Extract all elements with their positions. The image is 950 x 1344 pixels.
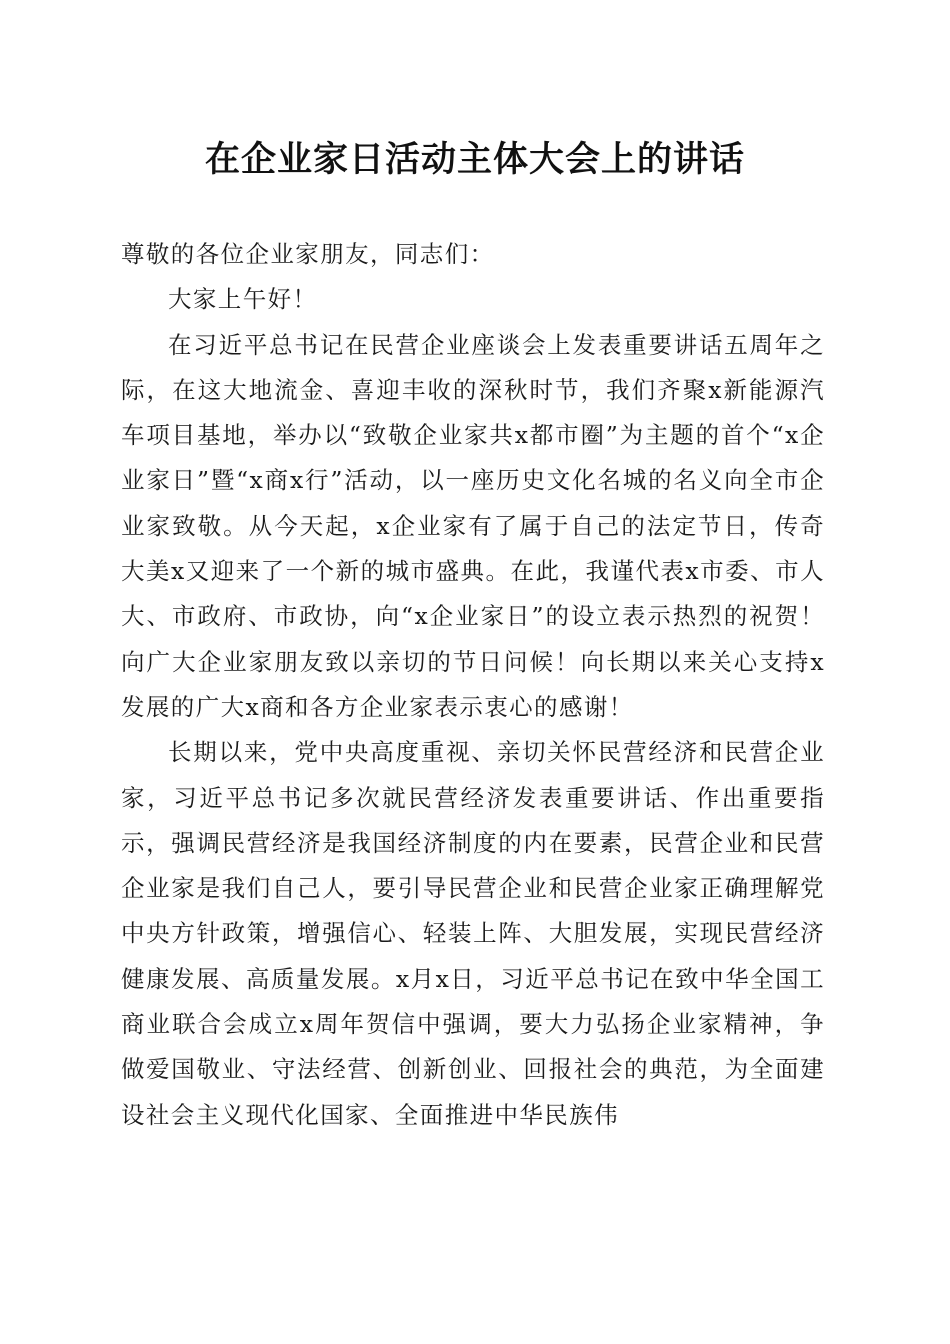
salutation: 尊敬的各位企业家朋友，同志们：	[121, 240, 495, 268]
paragraph-1: 在习近平总书记在民营企业座谈会上发表重要讲话五周年之际，在这大地流金、喜迎丰收的深秋时节，我们齐聚x新能源汽车项目基地，举办以“致敬企业家共x都市圈”为主题的首个“x企业家日”暨“x商x行”活动，以一座历史文化名城的名义向全市企业家致敬。从今天起，x企业家有了属于自己的法定节日，传奇大美x又迎来了一个新的城市盛典。在此，我谨代表x市委、市人大、市政府、市政协，向“x企业家日”的设立表示热烈的祝贺！向广大企业家朋友致以亲切的节日问候！向长期以来关心支持x发展的广大x商和各方企业家表示衷心的感谢！	[121, 330, 825, 721]
paragraph-2: 长期以来，党中央高度重视、亲切关怀民营经济和民营企业家，习近平总书记多次就民营经济发表重要讲话、作出重要指示，强调民营经济是我国经济制度的内在要素，民营企业和民营企业家是我们自己人，要引导民营企业和民营企业家正确理解党中央方针政策，增强信心、轻装上阵、大胆发展，实现民营经济健康发展、高质量发展。x月x日，习近平总书记在致中华全国工商业联合会成立x周年贺信中强调，要大力弘扬企业家精神，争做爱国敬业、守法经营、创新创业、回报社会的典范，为全面建设社会主义现代化国家、全面推进中华民族伟	[121, 738, 825, 1129]
document-title: 在企业家日活动主体大会上的讲话	[204, 139, 745, 180]
greeting: 大家上午好！	[168, 285, 318, 314]
document-body	[121, 232, 825, 1138]
